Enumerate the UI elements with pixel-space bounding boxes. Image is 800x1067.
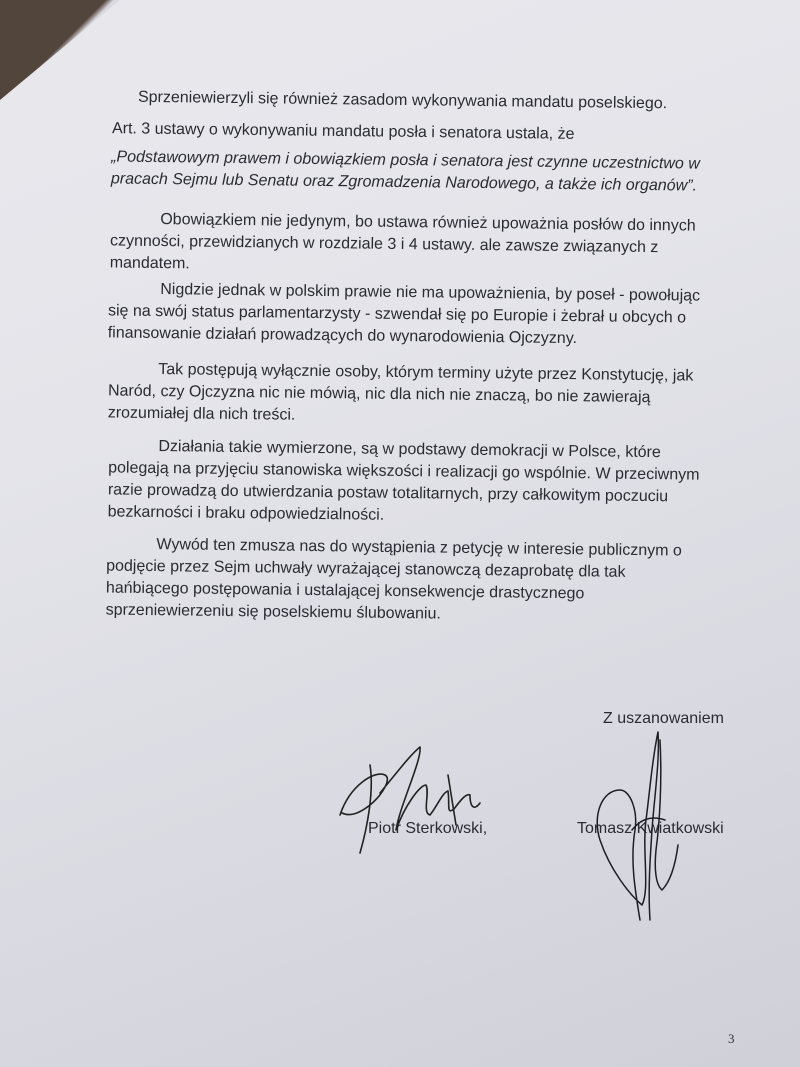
paragraph-4 [110, 208, 696, 281]
paragraph-8 [105, 533, 681, 628]
text-line: Art. 3 ustawy o wykonywaniu mandatu posła i senatora ustala, że [111, 120, 575, 143]
text-line: mandatem. [109, 254, 190, 273]
paragraph-1 [138, 87, 667, 115]
quoted-article [111, 146, 700, 197]
text-line: razie prowadzą do utwierdzania postaw totalitarnych, przy całkowitym poczuciu [107, 481, 669, 506]
paragraph-2 [112, 118, 575, 146]
signatory-name-2: Tomasz Kwiatkowski [577, 820, 724, 837]
text-line: Naród, czy Ojczyzna nic nie mówią, nic dla nich nie znaczą, bo nie zawierają [107, 382, 651, 407]
text-line: „Podstawowym prawem i obowiązkiem posła i senatora jest czynne uczestnictwo w [111, 148, 700, 173]
text-line: pracach Sejmu lub Senatu oraz Zgromadzenia Narodowego, a także ich organów”. [110, 170, 698, 195]
paragraph-6 [108, 358, 694, 431]
paragraph-5 [108, 278, 701, 351]
text-line: zrozumiałej dla nich treści. [107, 404, 296, 424]
text-line: czynności, przewidzianych w rozdziale 3 i 4 ustawy. ale zawsze związanych z [109, 232, 659, 257]
page-number: 3 [728, 1031, 735, 1046]
text-line: sprzeniewierzeniu się poselskiemu ślubowaniu. [105, 601, 441, 623]
text-line: Obowiązkiem nie jedynym, bo ustawa również upoważnia posłów do innych [160, 211, 696, 235]
text-line: bezkarności i braku odpowiedzialności. [107, 503, 385, 524]
text-line: hańbiącego postępowania i ustalającej konsekwencje drastycznego [105, 579, 585, 603]
text-line: Sprzeniewierzyli się również zasadom wykonywania mandatu poselskiego. [137, 88, 668, 113]
text-line: Tak postępują wyłącznie osoby, którym terminy użyte przez Konstytucję, jak [158, 361, 694, 385]
text-line: się na swój status parlamentarzysty - szwendał się po Europie i żebrał u obcych o [107, 302, 687, 327]
text-line: Działania takie wymierzone, są w podstawy demokracji w Polsce, które [158, 438, 661, 462]
closing-salutation: Z uszanowaniem [603, 710, 724, 727]
signature-1-icon [330, 735, 500, 860]
signatory-name-1: Piotr Sterkowski, [368, 820, 488, 837]
text-line: podjęcie przez Sejm uchwały wyrażającej stanowczą dezaprobatę dla tak [106, 557, 626, 581]
text-line: polegają na przyjęciu stanowiska większości i realizacji go wspólnie. W przeciwnym [108, 459, 700, 484]
text-line: finansowanie działań prowadzących do wynarodowienia Ojczyzny. [107, 324, 578, 348]
signature-2-icon [580, 720, 720, 930]
paragraph-7 [107, 435, 699, 530]
text-line: Nigdzie jednak w polskim prawie nie ma upoważnienia, by poseł - powołując [160, 281, 701, 305]
text-line: Wywód ten zmusza nas do wystąpienia z petycję w interesie publicznym o [156, 536, 682, 560]
